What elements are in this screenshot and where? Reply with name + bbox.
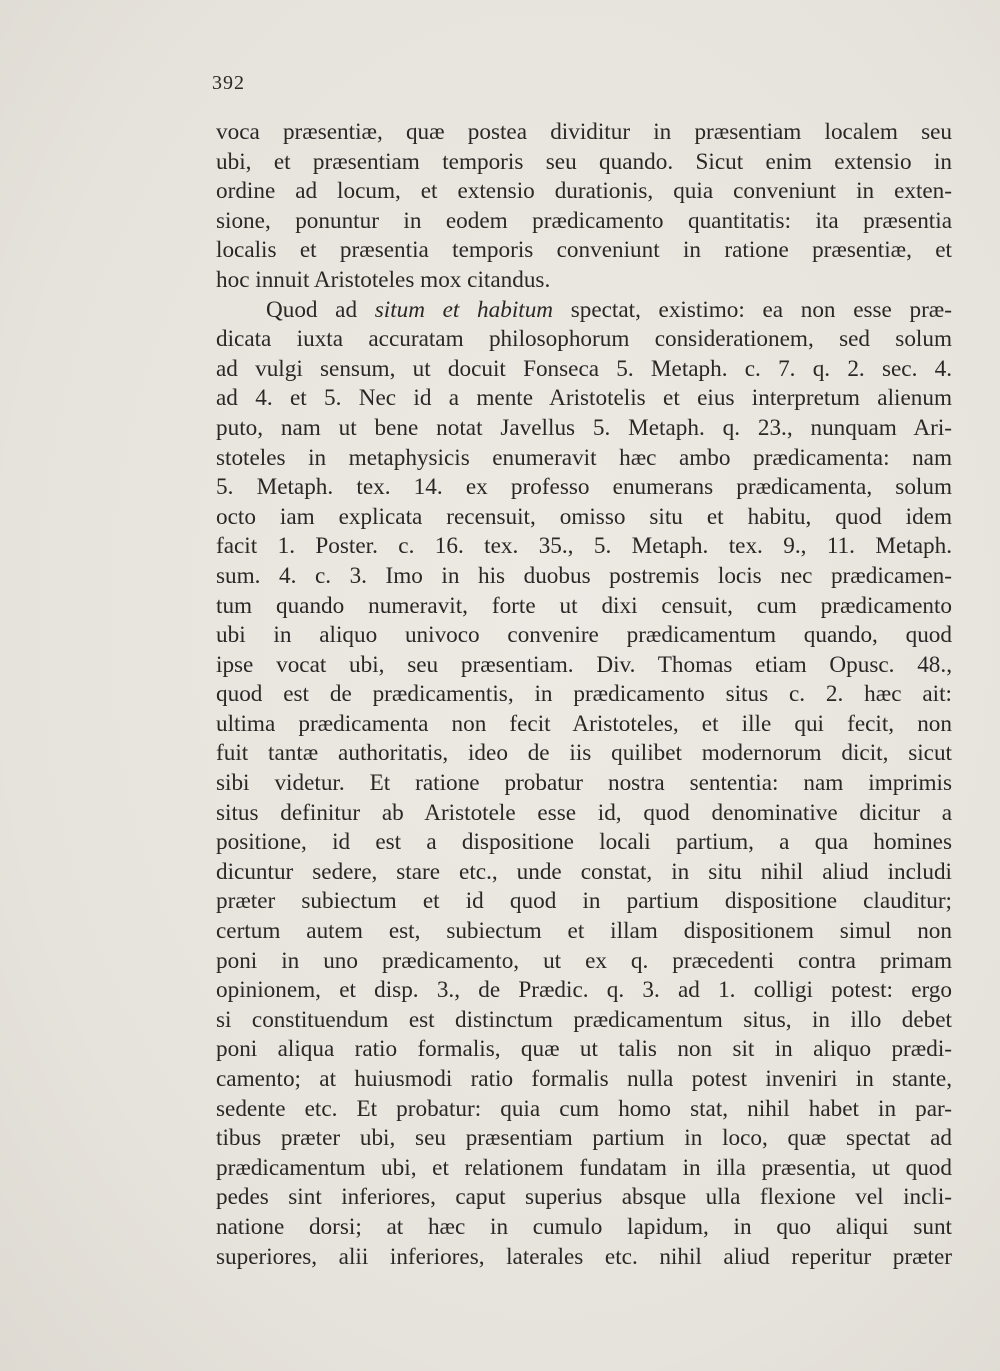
text-line: quod est de prædicamentis, in prædicamento situs c. 2. hæc ait: bbox=[216, 681, 952, 708]
paragraph-start-line bbox=[216, 296, 952, 326]
text-line: 5. Metaph. tex. 14. ex professo enumerans prædicamenta, solum bbox=[216, 474, 952, 501]
text-line: fuit tantæ authoritatis, ideo de iis quilibet modernorum dicit, sicut bbox=[216, 740, 952, 767]
italic-term: situm et habitum bbox=[374, 296, 554, 323]
text-line: facit 1. Poster. c. 16. tex. 35., 5. Metaph. tex. 9., 11. Metaph. bbox=[216, 533, 952, 560]
page-number: 392 bbox=[212, 72, 245, 94]
text-line: natione dorsi; at hæc in cumulo lapidum, in quo aliqui sunt bbox=[216, 1213, 952, 1240]
text-line: tum quando numeravit, forte ut dixi censuit, cum prædicamento bbox=[216, 592, 952, 619]
text-line: certum autem est, subiectum et illam dispositionem simul non bbox=[216, 918, 952, 945]
text-line: stoteles in metaphysicis enumeravit hæc ambo prædicamenta: nam bbox=[216, 444, 952, 471]
text-line: ubi in aliquo univoco convenire prædicamentum quando, quod bbox=[216, 622, 952, 649]
text-line: poni in uno prædicamento, ut ex q. præcedenti contra primam bbox=[216, 947, 952, 974]
text-line: octo iam explicata recensuit, omisso situ et habitu, quod idem bbox=[216, 503, 952, 530]
text-line: pedes sint inferiores, caput superius absque ulla flexione vel incli- bbox=[216, 1184, 952, 1211]
text-line: sum. 4. c. 3. Imo in his duobus postremis locis nec prædicamen- bbox=[216, 562, 952, 589]
text-line: camento; at huiusmodi ratio formalis nulla potest inveniri in stante, bbox=[216, 1066, 952, 1092]
text-line: sibi videtur. Et ratione probatur nostra sententia: nam imprimis bbox=[216, 770, 952, 797]
text-run: spectat, existimo: ea non esse præ- bbox=[553, 296, 952, 323]
text-run: Quod ad bbox=[266, 296, 375, 323]
text-line: sione, ponuntur in eodem prædicamento quantitatis: ita præsentia bbox=[216, 207, 952, 234]
text-line: dicuntur sedere, stare etc., unde constat, in situ nihil aliud includi bbox=[216, 858, 952, 885]
text-line: ultima prædicamenta non fecit Aristoteles, et ille qui fecit, non bbox=[216, 710, 952, 737]
text-line: dicata iuxta accuratam philosophorum considerationem, sed solum bbox=[216, 326, 952, 353]
text-line: tibus præter ubi, seu præsentiam partium in loco, quæ spectat ad bbox=[216, 1125, 952, 1152]
text-line: puto, nam ut bene notat Javellus 5. Metaph. q. 23., nunquam Ari- bbox=[216, 414, 952, 441]
text-line: præter subiectum et id quod in partium dispositione clauditur; bbox=[216, 888, 952, 915]
text-line: poni aliqua ratio formalis, quæ ut talis non sit in aliquo prædi- bbox=[216, 1036, 952, 1063]
text-line: opinionem, et disp. 3., de Prædic. q. 3. ad 1. colligi potest: ergo bbox=[216, 977, 952, 1004]
text-line: ad 4. et 5. Nec id a mente Aristotelis et eius interpretum alienum bbox=[216, 385, 952, 412]
text-line: superiores, alii inferiores, laterales etc. nihil aliud reperitur præter bbox=[216, 1243, 952, 1270]
text-line: hoc innuit Aristoteles mox citandus. bbox=[216, 266, 551, 293]
text-line: si constituendum est distinctum prædicamentum situs, in illo debet bbox=[216, 1006, 952, 1033]
text-line: ad vulgi sensum, ut docuit Fonseca 5. Metaph. c. 7. q. 2. sec. 4. bbox=[216, 355, 952, 382]
text-line: voca præsentiæ, quæ postea dividitur in præsentiam localem seu bbox=[216, 119, 952, 145]
text-line: ordine ad locum, et extensio durationis, quia conveniunt in exten- bbox=[216, 178, 952, 205]
text-line: situs definitur ab Aristotele esse id, quod denominative dicitur a bbox=[216, 799, 952, 826]
text-line: ubi, et præsentiam temporis seu quando. Sicut enim extensio in bbox=[216, 148, 952, 175]
text-line: prædicamentum ubi, et relationem fundatam in illa præsentia, ut quod bbox=[216, 1154, 952, 1181]
text-line: sedente etc. Et probatur: quia cum homo stat, nihil habet in par- bbox=[216, 1095, 952, 1122]
text-line: localis et præsentia temporis conveniunt in ratione præsentiæ, et bbox=[216, 237, 952, 264]
body-text bbox=[216, 118, 952, 1272]
text-line: positione, id est a dispositione locali partium, a qua homines bbox=[216, 829, 952, 856]
text-line: ipse vocat ubi, seu præsentiam. Div. Thomas etiam Opusc. 48., bbox=[216, 651, 952, 678]
